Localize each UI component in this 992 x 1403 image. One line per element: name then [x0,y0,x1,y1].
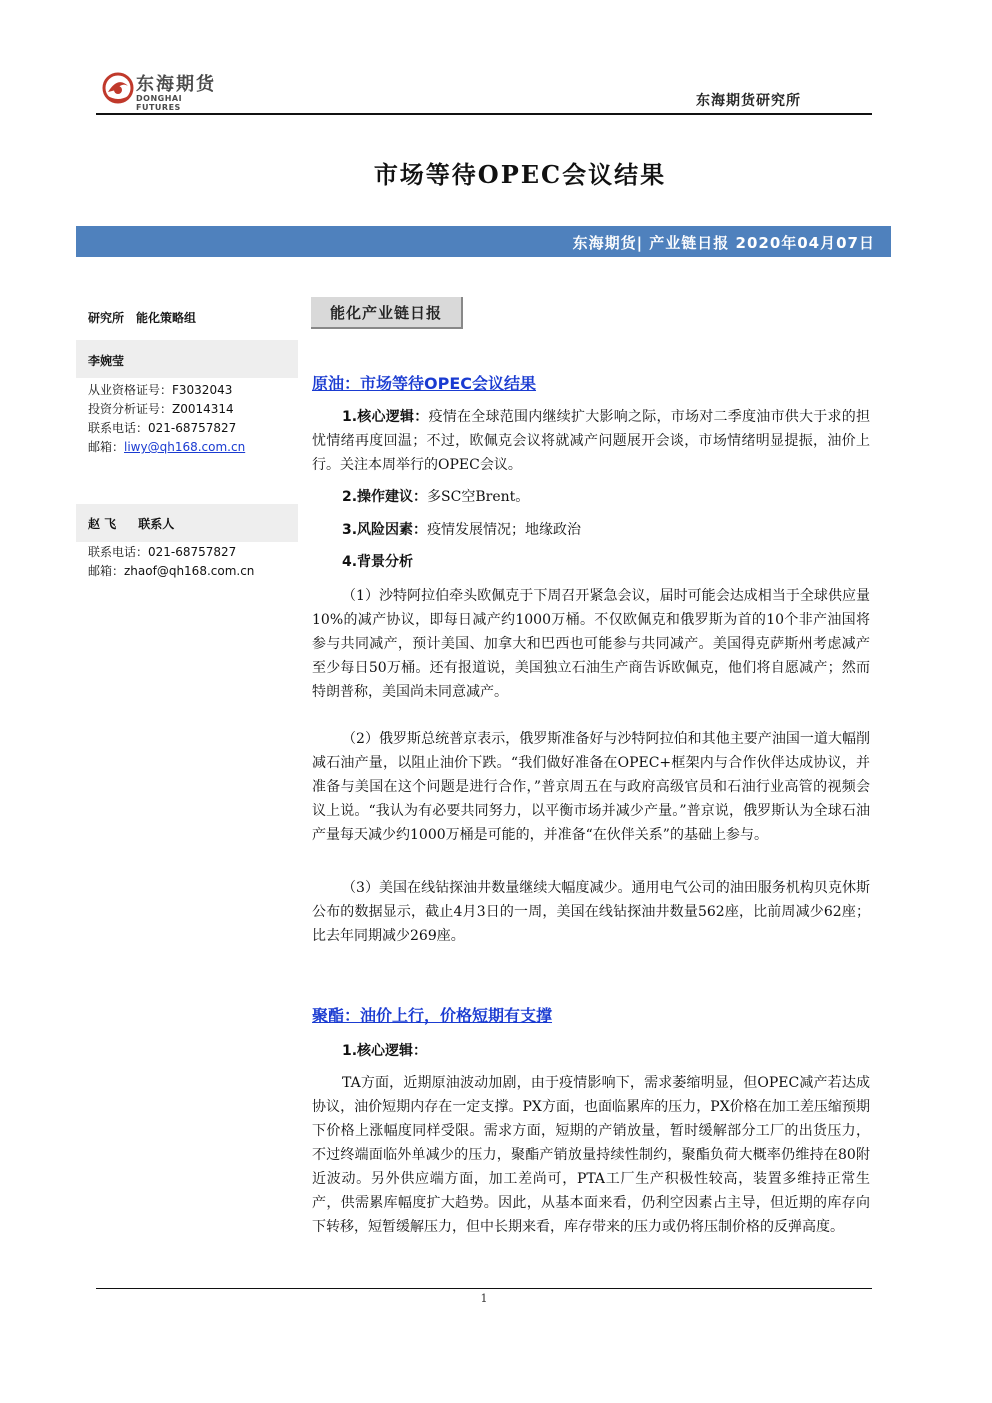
header-rule [96,113,872,115]
analyst1-email [88,438,245,457]
analyst2-phone: 联系电话：021-68757827 [88,545,237,559]
crude-risk [342,518,581,542]
team-label: 能化策略组 [136,311,197,325]
analyst1-name: 李婉莹 [88,354,125,368]
dept-label: 研究所 [88,311,125,325]
analyst1-invest-cert: 投资分析证号：Z0014314 [88,402,234,416]
report-banner [76,226,891,257]
section-tag-text: 能化产业链日报 [329,304,442,322]
analyst2-role: 联系人 [138,517,175,531]
logo-emblem-icon [98,68,138,108]
report-title: 市场等待OPEC会议结果 [373,160,667,189]
polyester-paragraph-1: TA方面，近期原油波动加剧，由于疫情影响下，需求萎缩明显，但OPEC减产若达成协议，油价短期内存在一定支撑。PX方面，也面临累库的压力，PX价格在加工差压缩预期下价格上涨幅度同样受限。需求方面，短期的产销放量，暂时缓解部分工厂的出货压力，不过终端面临外单减少的压力，聚酯产销放量持续性制约，聚酯负荷大概率仍维持在80附近波动。另外供应端方面，加工差尚可，PTA工厂生产积极性较高，装置多维持正常生产，供需累库幅度扩大趋势。因此，从基本面来看，仍利空因素占主导，但近期的库存向下转移，短暂缓解压力，但中长期来看，库存带来的压力或仍将压制价格的反弹高度。 [312,1075,870,1235]
polyester-logic-label: 1.核心逻辑： [342,1043,428,1059]
crude-op-label: 2.操作建议： [342,489,428,505]
analyst1-phone: 联系电话：021-68757827 [88,421,237,435]
analyst2-name [88,515,174,532]
polyester-core-logic [342,1039,427,1063]
crude-logic-text: 疫情在全球范围内继续扩大影响之际，市场对二季度油市供大于求的担忧情绪再度回温；不过，欧佩克会议将就减产问题展开会谈，市场情绪明显提振，油价上行。关注本周举行的OPEC会议。 [312,409,871,473]
crude-core-logic [312,405,870,477]
polyester-section-title[interactable]: 聚酯：油价上行，价格短期有支撑 [312,1006,553,1025]
analyst2-name-text: 赵 飞 [88,517,117,531]
page-number: 1 [480,1292,488,1305]
banner-text: 东海期货| 产业链日报 2020年04月07日 [572,234,875,252]
crude-risk-label: 3.风险因素： [342,522,428,538]
email-label: 邮箱： [88,440,125,454]
research-team [88,309,208,326]
crude-risk-text: 疫情发展情况；地缘政治 [427,522,582,538]
crude-logic-label: 1.核心逻辑： [342,409,429,425]
section-tag [311,297,463,329]
analyst1-email-link[interactable]: liwy@qh168.com.cn [124,440,246,454]
crude-section-title[interactable]: 原油：市场等待OPEC会议结果 [312,374,537,393]
analyst1-cert: 从业资格证号：F3032043 [88,383,233,397]
crude-paragraph-1: （1）沙特阿拉伯牵头欧佩克于下周召开紧急会议，届时可能会达成相当于全球供应量10%的减产协议，即每日减产约1000万桶。不仅欧佩克和俄罗斯为首的10个非产油国将参与共同减产，预计美国、加拿大和巴西也可能参与共同减产。美国得克萨斯州考虑减产至少每日50万桶。还有报道说，美国独立石油生产商告诉欧佩克，他们将自愿减产；然而特朗普称，美国尚未同意减产。 [312,588,870,700]
crude-bg-label: 4.背景分析 [342,554,414,570]
crude-operation [342,485,529,509]
crude-op-text: 多SC空Brent。 [427,489,530,505]
company-logo [98,68,228,110]
institute-name: 东海期货研究所 [696,93,801,109]
logo-chinese-name: 东海期货 [136,74,216,95]
crude-paragraph-2: （2）俄罗斯总统普京表示，俄罗斯准备好与沙特阿拉伯和其他主要产油国一道大幅削减石油产量，以阻止油价下跌。“我们做好准备在OPEC+框架内与合作伙伴达成协议，并准备与美国在这个问题是进行合作，”普京周五在与政府高级官员和石油行业高管的视频会议上说。“我认为有必要共同努力，以平衡市场并减少产量。”普京说，俄罗斯认为全球石油产量每天减少约1000万桶是可能的，并准备“在伙伴关系”的基础上参与。 [312,731,870,843]
footer-rule [96,1288,872,1289]
analyst2-email: 邮箱：zhaof@qh168.com.cn [88,564,255,578]
logo-english-name: DONGHAI FUTURES [136,94,183,112]
crude-background [342,550,413,574]
crude-paragraph-3: （3）美国在线钻探油井数量继续大幅度减少。通用电气公司的油田服务机构贝克休斯公布的数据显示，截止4月3日的一周，美国在线钻探油井数量562座，比前周减少62座；比去年同期减少269座。 [312,880,870,944]
